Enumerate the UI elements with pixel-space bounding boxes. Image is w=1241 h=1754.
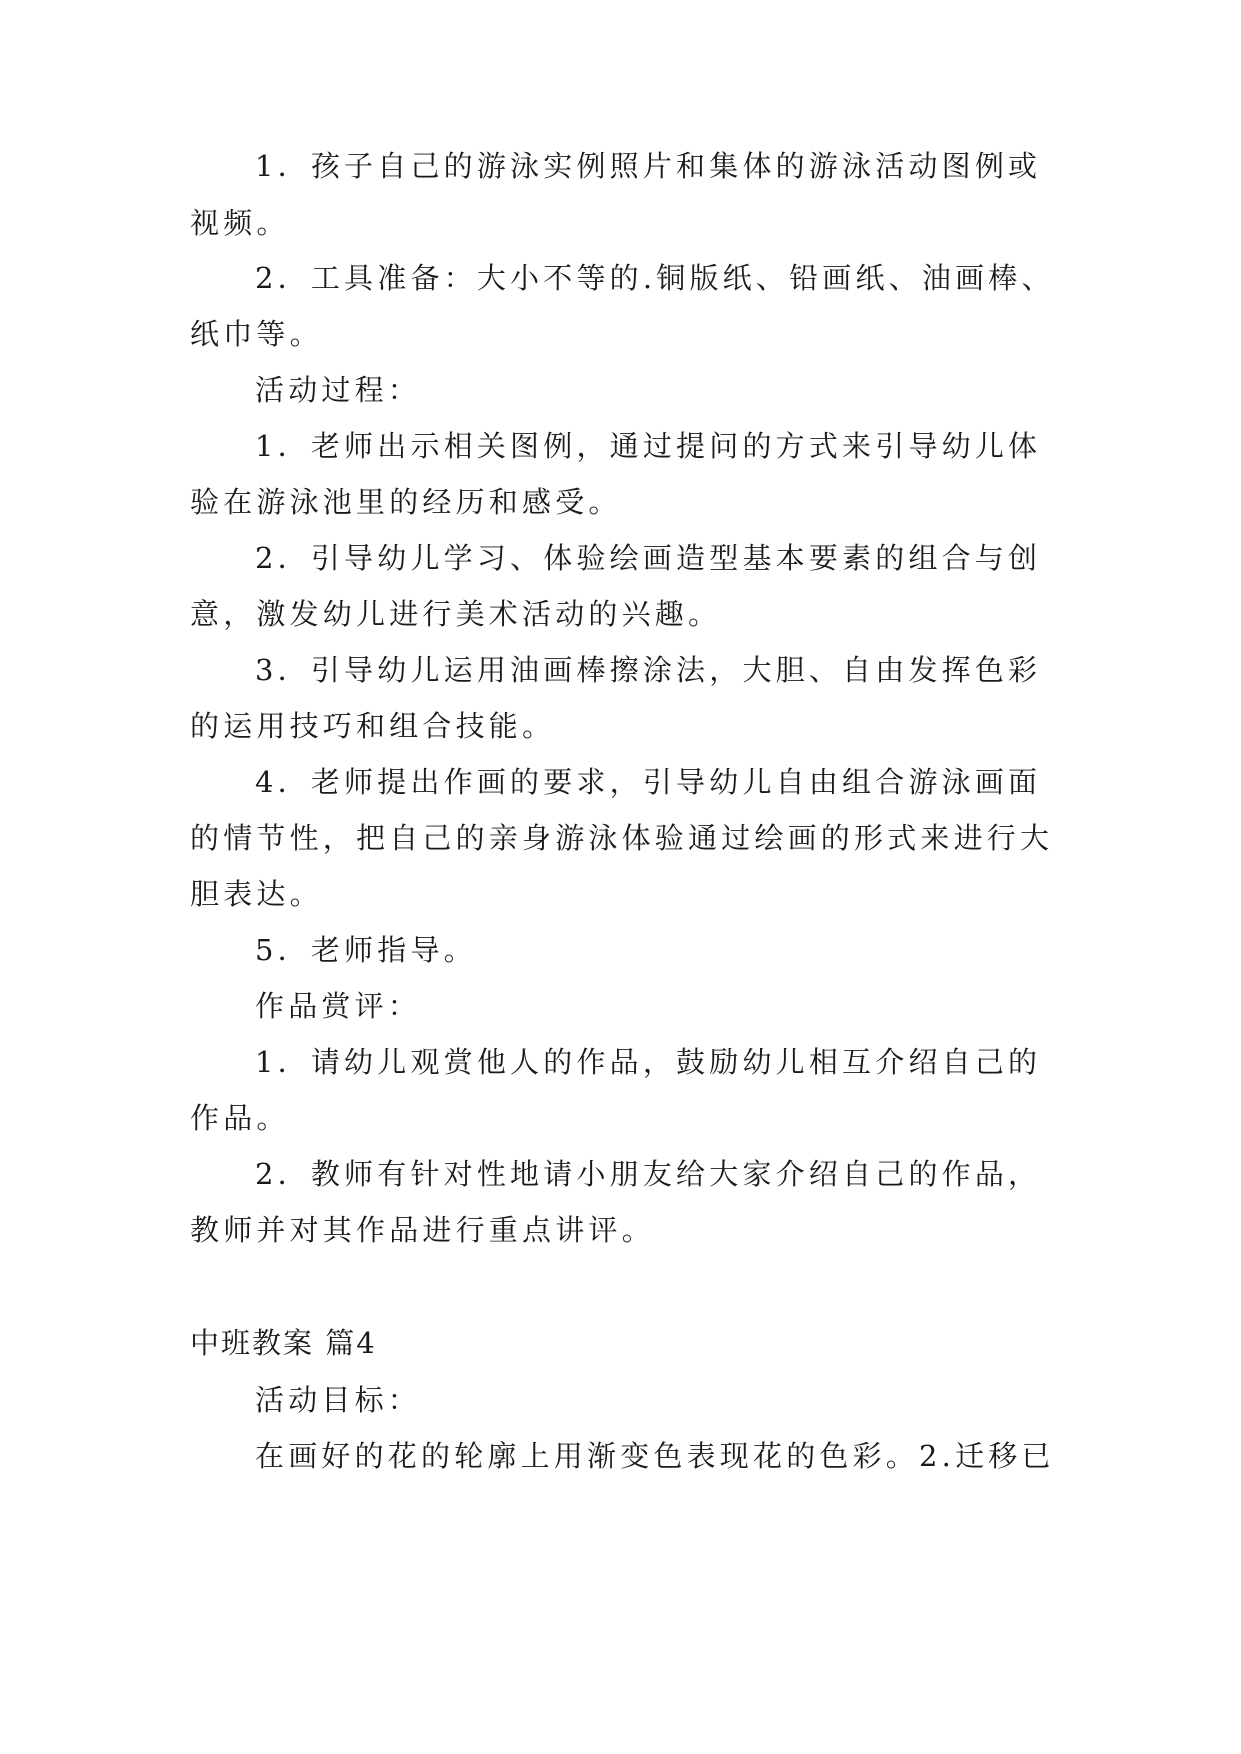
paragraph-line: 1．老师出示相关图例，通过提问的方式来引导幼儿体 bbox=[255, 429, 1042, 463]
paragraph-line: 视频。 bbox=[190, 206, 290, 240]
section-label: 活动过程： bbox=[255, 373, 422, 407]
paragraph-line: 教师并对其作品进行重点讲评。 bbox=[190, 1213, 655, 1247]
paragraph-line: 1．孩子自己的游泳实例照片和集体的游泳活动图例或 bbox=[255, 149, 1042, 183]
section-label: 活动目标： bbox=[255, 1383, 422, 1417]
paragraph-line: 意，激发幼儿进行美术活动的兴趣。 bbox=[190, 597, 722, 631]
paragraph-line: 3．引导幼儿运用油画棒擦涂法，大胆、自由发挥色彩 bbox=[255, 653, 1042, 687]
section-label: 作品赏评： bbox=[255, 989, 422, 1023]
paragraph-line: 在画好的花的轮廓上用渐变色表现花的色彩。2.迁移已 bbox=[255, 1439, 1055, 1473]
paragraph-line: 的运用技巧和组合技能。 bbox=[190, 709, 556, 743]
paragraph-line: 的情节性，把自己的亲身游泳体验通过绘画的形式来进行大 bbox=[190, 821, 1054, 855]
paragraph-line: 2．工具准备：大小不等的.铜版纸、铅画纸、油画棒、 bbox=[255, 261, 1055, 295]
paragraph-line: 验在游泳池里的经历和感受。 bbox=[190, 485, 622, 519]
paragraph-line: 4．老师提出作画的要求，引导幼儿自由组合游泳画面 bbox=[255, 765, 1042, 799]
paragraph-line: 2．引导幼儿学习、体验绘画造型基本要素的组合与创 bbox=[255, 541, 1042, 575]
paragraph-line: 胆表达。 bbox=[190, 877, 323, 911]
paragraph-line: 2．教师有针对性地请小朋友给大家介绍自己的作品， bbox=[255, 1157, 1042, 1191]
section-heading: 中班教案 篇4 bbox=[190, 1326, 377, 1360]
paragraph-line: 5．老师指导。 bbox=[255, 933, 477, 967]
paragraph-line: 纸巾等。 bbox=[190, 317, 323, 351]
paragraph-line: 作品。 bbox=[190, 1101, 290, 1135]
paragraph-line: 1．请幼儿观赏他人的作品，鼓励幼儿相互介绍自己的 bbox=[255, 1045, 1042, 1079]
